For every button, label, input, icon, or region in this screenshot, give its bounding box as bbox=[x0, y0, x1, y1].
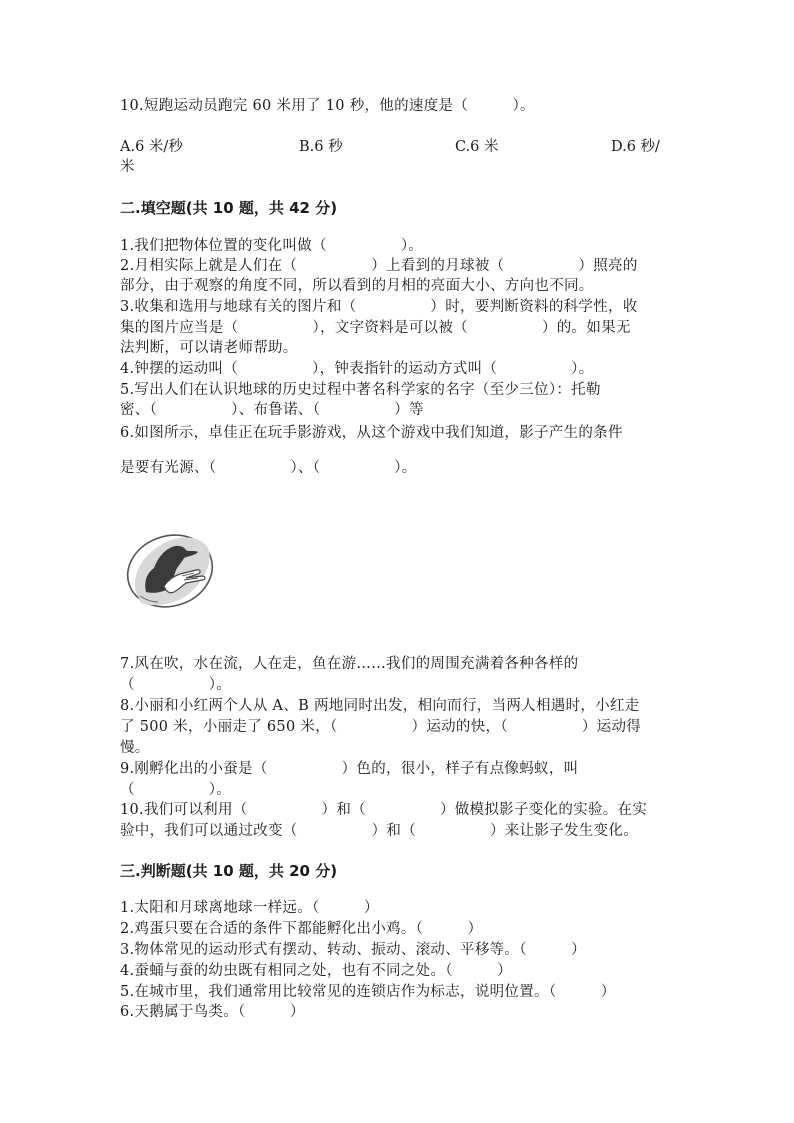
s2-line: 4.钟摆的运动叫（ ），钟表指针的运动方式叫（ ）。 bbox=[120, 361, 594, 377]
s3-line: 4.蚕蛹与蚕的幼虫既有相同之处，也有不同之处。（ ） bbox=[120, 963, 512, 979]
s2-line: （ ）。 bbox=[120, 782, 232, 798]
s3-line: 2.鸡蛋只要在合适的条件下都能孵化出小鸡。（ ） bbox=[120, 921, 483, 937]
s2-line: 2.月相实际上就是人们在（ ）上看到的月球被（ ）照亮的 bbox=[120, 258, 638, 274]
s2-line: 5.写出人们在认识地球的历史过程中著名科学家的名字（至少三位）：托勒 bbox=[120, 382, 601, 398]
s2-line: 3.收集和选用与地球有关的图片和（ ）时，要判断资料的科学性，收 bbox=[120, 299, 638, 315]
s2-line: 7.风在吹，水在流，人在走，鱼在游……我们的周围充满着各种各样的 bbox=[120, 656, 579, 672]
s2-line: 验中，我们可以通过改变（ ）和（ ）来让影子发生变化。 bbox=[120, 823, 638, 839]
s2-line: 1.我们把物体位置的变化叫做（ ）。 bbox=[120, 238, 424, 254]
mc-option-b: B.6 秒 bbox=[299, 139, 343, 155]
s2-line: （ ）。 bbox=[120, 677, 232, 693]
s3-line: 3.物体常见的运动形式有摆动、转动、振动、滚动、平移等。（ ） bbox=[120, 942, 586, 958]
s3-line: 6.天鹅属于鸟类。（ ） bbox=[120, 1004, 305, 1020]
mc-question-10: 10.短跑运动员跑完 60 米用了 10 秒，他的速度是（ ）。 bbox=[120, 98, 535, 114]
s2-line: 9.刚孵化出的小蚕是（ ）色的，很小，样子有点像蚂蚁，叫 bbox=[120, 761, 579, 777]
hand-shadow-figure bbox=[124, 530, 216, 610]
s3-line: 5.在城市里，我们通常用比较常见的连锁店作为标志，说明位置。（ ） bbox=[120, 984, 616, 1000]
mc-option-d-wrap: 米 bbox=[120, 159, 135, 175]
mc-option-c: C.6 米 bbox=[455, 139, 499, 155]
section-2-title: 二.填空题(共 10 题，共 42 分) bbox=[120, 199, 338, 217]
s2-line: 6.如图所示，卓佳正在玩手影游戏，从这个游戏中我们知道，影子产生的条件 bbox=[120, 425, 623, 441]
mc-option-d: D.6 秒/ bbox=[611, 139, 660, 155]
mc-option-a: A.6 米/秒 bbox=[120, 139, 183, 155]
s2-line: 10.我们可以利用（ ）和（ ）做模拟影子变化的实验。在实 bbox=[120, 802, 648, 818]
s2-line: 集的图片应当是（ ），文字资料是可以被（ ）的。如果无 bbox=[120, 320, 631, 336]
s2-line: 部分，由于观察的角度不同，所以看到的月相的亮面大小、方向也不同。 bbox=[120, 278, 594, 294]
s2-q6-continuation: 是要有光源、（ ）、（ ）。 bbox=[120, 460, 417, 476]
s3-line: 1.太阳和月球离地球一样远。（ ） bbox=[120, 900, 379, 916]
section-3-title: 三.判断题(共 10 题，共 20 分) bbox=[120, 862, 338, 880]
s2-line: 了 500 米，小丽走了 650 米，（ ）运动的快，（ ）运动得 bbox=[120, 719, 642, 735]
s2-line: 法判断，可以请老师帮助。 bbox=[120, 340, 298, 356]
s2-line: 慢。 bbox=[120, 740, 150, 756]
s2-line: 密、（ ）、布鲁诺、（ ）等 bbox=[120, 402, 424, 418]
s2-line: 8.小丽和小红两个人从 A、B 两地同时出发，相向而行，当两人相遇时，小红走 bbox=[120, 698, 640, 714]
